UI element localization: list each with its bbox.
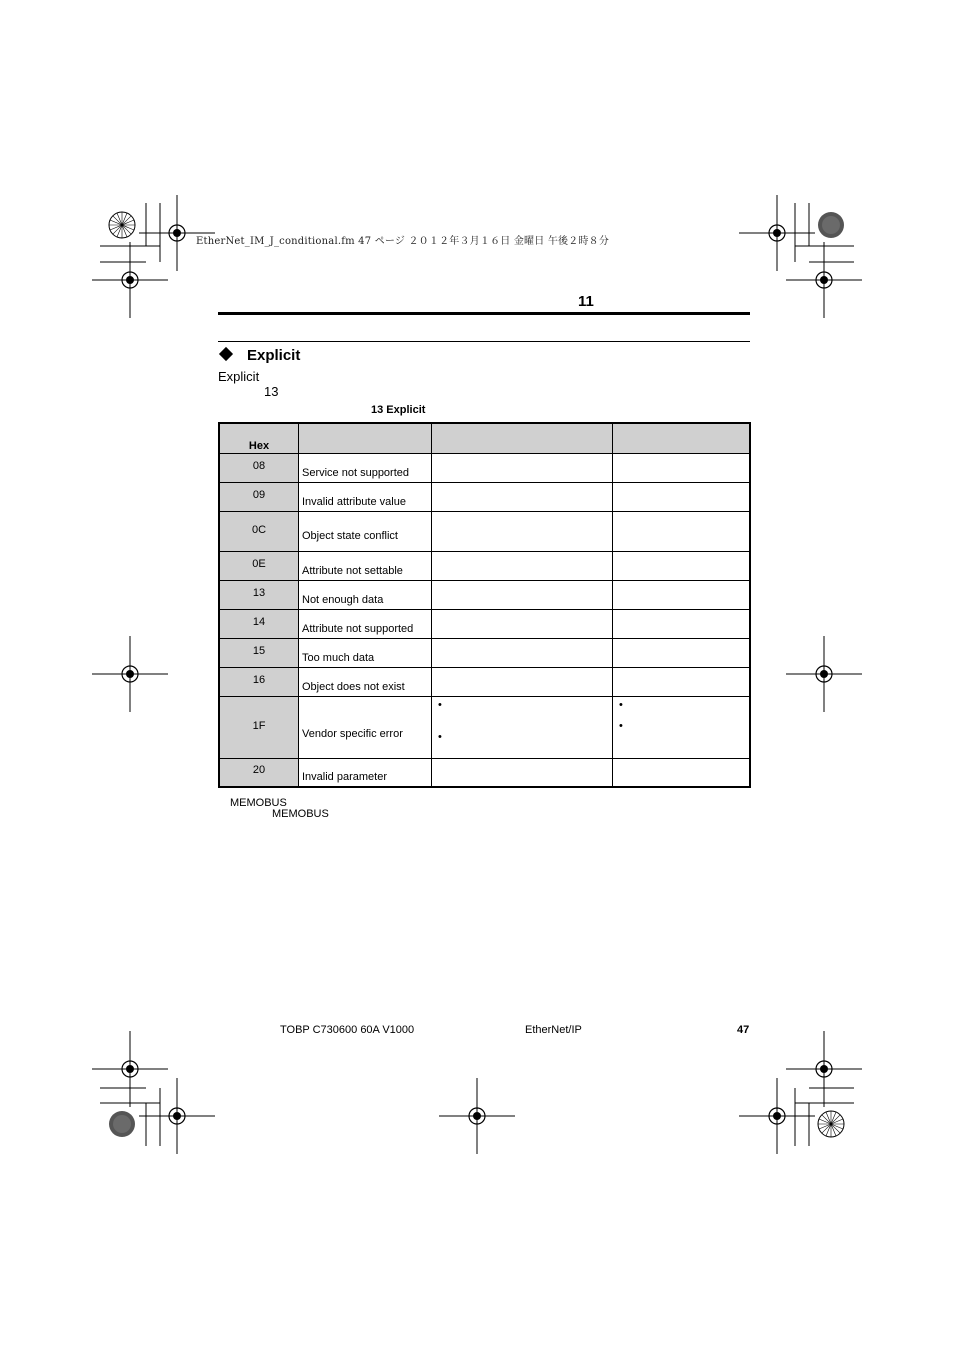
bullet-point: • [619,699,623,711]
table-cell [432,610,613,639]
registration-mark [786,636,862,712]
table-cell [613,552,751,581]
table-cell [432,639,613,668]
bullet-point: • [619,720,623,732]
footnote-line: MEMOBUS [272,808,329,820]
table-cell [432,759,613,787]
error-code: 16 [219,668,299,697]
registration-mark [739,1078,815,1154]
registration-mark [786,1031,862,1107]
footer-page-number: 47 [737,1024,750,1036]
error-code: 14 [219,610,299,639]
table-cell [613,512,751,552]
table-cell [432,668,613,697]
error-code: 09 [219,483,299,512]
table-cell [613,454,751,483]
gray-disc-mark [109,1111,135,1137]
table-row [219,610,750,639]
table-cell [613,610,751,639]
error-message: Invalid parameter [299,759,432,787]
table-cell [613,483,751,512]
table-row [219,639,750,668]
error-message: Vendor specific error [299,697,432,759]
footer-product: EtherNet/IP [525,1024,582,1036]
table-header-row [219,423,750,454]
registration-mark [786,242,862,318]
error-message: Object state conflict [299,512,432,552]
intro-text: Explicit [218,369,260,384]
column-header-hex: Hex [219,423,299,454]
table-cell [432,697,613,759]
table-cell [613,639,751,668]
table-cell [432,552,613,581]
registration-mark [92,1031,168,1107]
table-cell [613,697,751,759]
table-row [219,759,750,787]
bullet-point: • [438,699,442,711]
error-code: 0C [219,512,299,552]
table-row [219,512,750,552]
explicit-error-table [218,422,751,788]
column-header [432,423,613,454]
table-caption: 13 Explicit [371,404,426,416]
table-row [219,454,750,483]
error-message: Not enough data [299,581,432,610]
registration-mark [139,1078,215,1154]
error-message: Attribute not supported [299,610,432,639]
registration-mark [439,1078,515,1154]
error-message: Service not supported [299,454,432,483]
section-rule [218,341,750,342]
table-row [219,483,750,512]
section-heading: Explicit [247,347,301,364]
table-row [219,552,750,581]
bullet-point: • [438,731,442,743]
error-code: 1F [219,697,299,759]
error-code: 08 [219,454,299,483]
error-message: Invalid attribute value [299,483,432,512]
registration-mark [92,242,168,318]
table-row [219,581,750,610]
starburst-mark [109,212,135,238]
error-code: 13 [219,581,299,610]
chapter-number: 11 [578,293,594,310]
table-cell [432,581,613,610]
table-cell [432,512,613,552]
error-message: Attribute not settable [299,552,432,581]
error-message: Object does not exist [299,668,432,697]
error-code: 20 [219,759,299,787]
table-row [219,668,750,697]
table-cell [613,668,751,697]
error-message: Too much data [299,639,432,668]
table-cell [613,581,751,610]
registration-mark [92,636,168,712]
table-cell [432,454,613,483]
error-code: 15 [219,639,299,668]
frame-header-info: EtherNet_IM_J_conditional.fm 47 ページ ２０１２年３月１６日 金曜日 午後２時８分 [196,236,610,247]
column-header [299,423,432,454]
column-header [613,423,751,454]
intro-text-table-ref: 13 [264,384,279,399]
footer-doc-code: TOBP C730600 60A V1000 [280,1024,415,1036]
footnote-line: MEMOBUS [230,797,287,809]
error-code: 0E [219,552,299,581]
gray-disc-mark [818,212,844,238]
starburst-mark [818,1111,844,1137]
chapter-rule [218,312,750,315]
table-cell [432,483,613,512]
table-cell [613,759,751,787]
registration-mark [739,195,815,271]
table-row [219,697,750,759]
